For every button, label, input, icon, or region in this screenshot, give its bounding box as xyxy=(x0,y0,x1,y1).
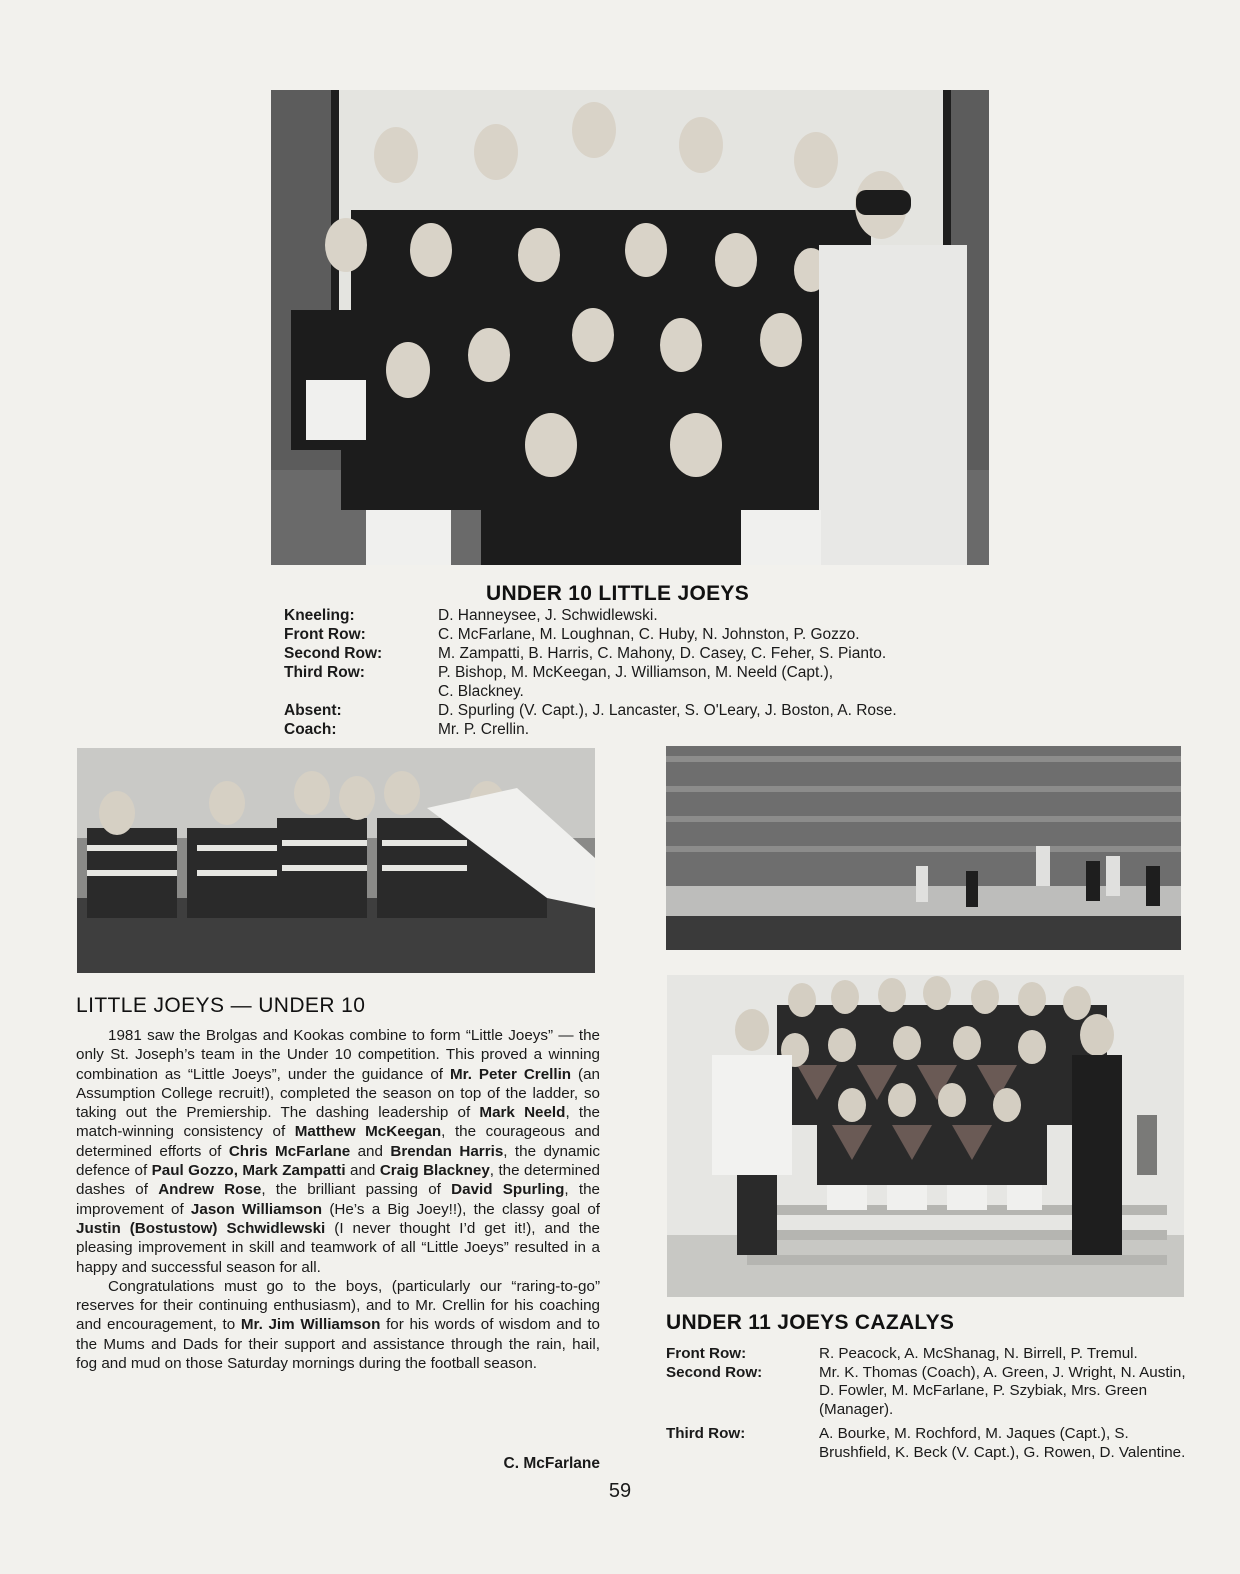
article-title: LITTLE JOEYS — UNDER 10 xyxy=(76,994,366,1017)
article-name-highlight: Mr. Peter Crellin xyxy=(449,1065,572,1083)
article-paragraph-2: Congratulations must go to the boys, (particularly our “raring-to-go” reserves for their continuing enthusiasm), and to Mr. Crellin for his coaching and encouragement, to Mr. Jim Williamson for his words of wisdom and to the Mums and Dads for their support and assistance through the rain, hail, fog and mud on those Saturday mornings during the football season. xyxy=(76,1277,600,1373)
roster-value: R. Peacock, A. McShanag, N. Birrell, P. Tremul. xyxy=(819,1345,1138,1362)
roster-row xyxy=(666,1425,1191,1462)
roster-value: D. Spurling (V. Capt.), J. Lancaster, S. O'Leary, J. Boston, A. Rose. xyxy=(438,702,897,719)
roster-row xyxy=(284,701,1004,720)
article-body xyxy=(76,1026,600,1373)
article-name-highlight: Chris McFarlane xyxy=(228,1142,351,1160)
page-number: 59 xyxy=(608,1480,632,1502)
article-name-highlight: Mark Neeld xyxy=(479,1104,566,1122)
under10-team-photo xyxy=(271,90,989,565)
article-name-highlight: David Spurling xyxy=(451,1181,565,1199)
roster-value: Mr. K. Thomas (Coach), A. Green, J. Wright, N. Austin, D. Fowler, M. McFarlane, P. Szybiak, Mrs. Green (Manager). xyxy=(819,1363,1186,1418)
roster-row xyxy=(284,663,1004,682)
roster-value: C. McFarlane, M. Loughnan, C. Huby, N. Johnston, P. Gozzo. xyxy=(438,626,860,643)
roster-row xyxy=(284,625,1004,644)
roster-label: Front Row: xyxy=(284,626,366,643)
article-paragraph-1: 1981 saw the Brolgas and Kookas combine to form “Little Joeys” — the only St. Joseph’s team in the Under 10 competition. This proved a winning combination as “Little Joeys”, under the guidance of Mr. Peter Crellin (an Assumption College recruit!), completed the season on top of the ladder, so taking out the Premiership. The dashing leadership of Mark Neeld, the match-winning consistency of Matthew McKeegan, the courageous and determined efforts of Chris McFarlane and Brendan Harris, the dynamic defence of Paul Gozzo, Mark Zampatti and Craig Blackney, the determined dashes of Andrew Rose, the brilliant passing of David Spurling, the improvement of Jason Williamson (He’s a Big Joey!!), the classy goal of Justin (Bostustow) Schwidlewski (I never thought I’d get it!), and the pleasing improvement in skill and teamwork of all “Little Joeys” resulted in a happy and successful season for all. xyxy=(76,1027,601,1276)
under11-roster xyxy=(666,1345,1191,1463)
roster-label: Second Row: xyxy=(284,645,383,662)
roster-value: M. Zampatti, B. Harris, C. Mahony, D. Casey, C. Feher, S. Pianto. xyxy=(438,645,887,662)
roster-value: D. Hanneysee, J. Schwidlewski. xyxy=(438,607,658,624)
article-name-highlight: Brendan Harris xyxy=(390,1142,504,1160)
roster-label: Kneeling: xyxy=(284,607,355,624)
article-name-highlight: Andrew Rose xyxy=(158,1181,262,1199)
article-name-highlight: Jason Williamson xyxy=(190,1200,323,1218)
under11-caption-title: UNDER 11 JOEYS CAZALYS xyxy=(666,1311,955,1334)
roster-label: Coach: xyxy=(284,721,337,738)
roster-row xyxy=(284,606,1004,625)
roster-label xyxy=(284,682,438,701)
roster-label: Third Row: xyxy=(666,1425,746,1443)
roster-value: C. Blackney. xyxy=(438,683,524,700)
roster-row xyxy=(284,720,1004,739)
under10-roster xyxy=(284,606,1004,739)
roster-value: A. Bourke, M. Rochford, M. Jaques (Capt.), S. Brushfield, K. Beck (V. Capt.), G. Rowen, D. Valentine. xyxy=(819,1425,1186,1461)
roster-row xyxy=(284,682,1004,701)
bench-players-photo xyxy=(77,748,595,973)
under11-team-photo xyxy=(667,975,1184,1297)
roster-row xyxy=(666,1345,1191,1364)
article-name-highlight: Mr. Jim Williamson xyxy=(240,1316,381,1334)
roster-label: Third Row: xyxy=(284,664,365,681)
roster-label: Second Row: xyxy=(666,1363,763,1381)
match-crowd-photo xyxy=(666,746,1181,950)
article-name-highlight: Craig Blackney xyxy=(379,1162,490,1180)
roster-row xyxy=(284,644,1004,663)
article-name-highlight: Matthew McKeegan xyxy=(294,1123,442,1141)
article-signature: C. McFarlane xyxy=(503,1455,600,1472)
article-name-highlight: Paul Gozzo, Mark Zampatti xyxy=(151,1162,346,1180)
roster-label: Front Row: xyxy=(666,1345,747,1362)
article-name-highlight: Justin (Bostustow) Schwidlewski xyxy=(76,1219,326,1237)
roster-row xyxy=(666,1364,1191,1420)
roster-value: Mr. P. Crellin. xyxy=(438,721,530,738)
roster-label: Absent: xyxy=(284,702,342,719)
roster-value: P. Bishop, M. McKeegan, J. Williamson, M. Neeld (Capt.), xyxy=(438,664,834,681)
under10-caption-title: UNDER 10 LITTLE JOEYS xyxy=(486,582,750,605)
